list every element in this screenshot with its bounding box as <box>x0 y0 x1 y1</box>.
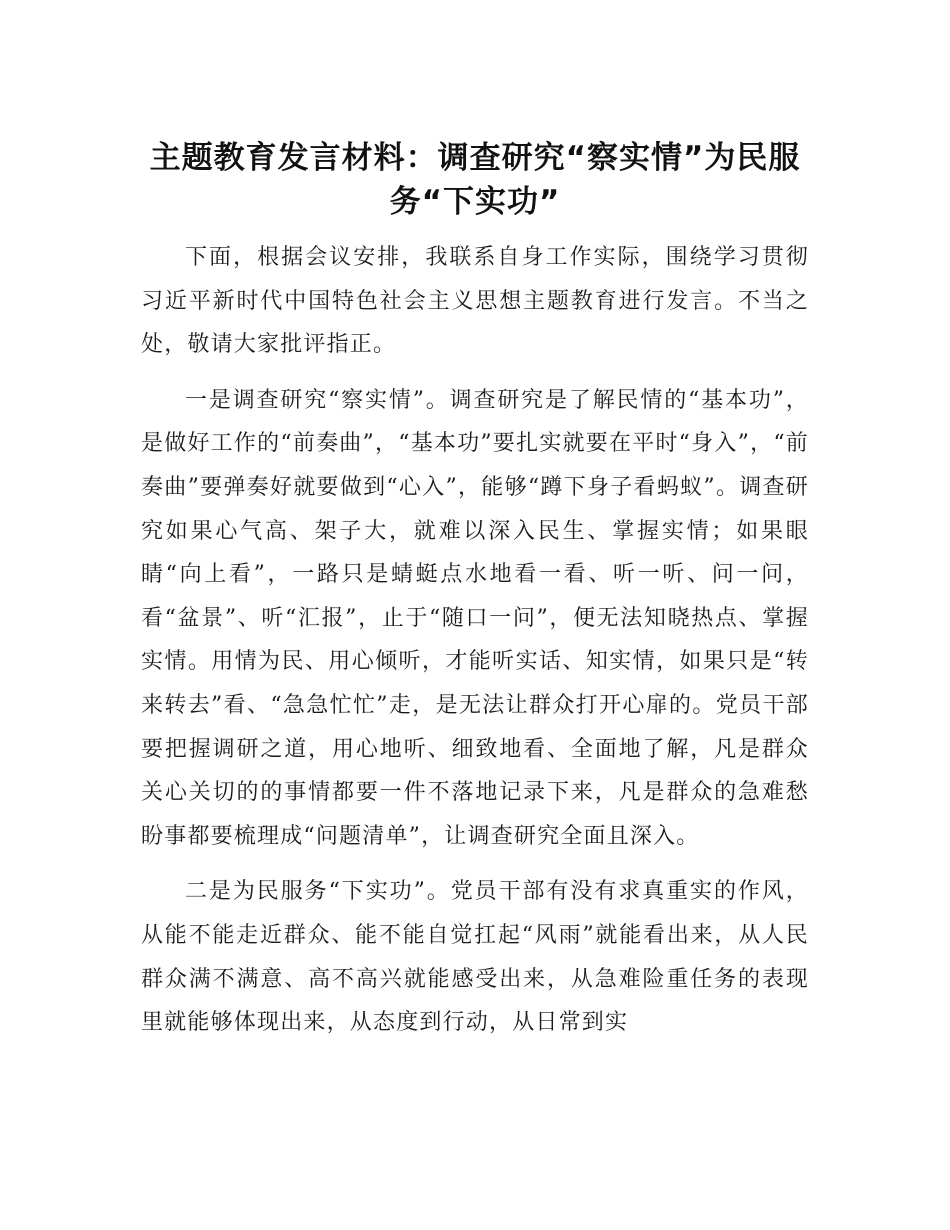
document-title: 主题教育发言材料：调查研究“察实情”为民服务“下实功” <box>149 140 801 220</box>
paragraph-intro: 下面，根据会议安排，我联系自身工作实际，围绕学习贯彻习近平新时代中国特色社会主义思想主题教育进行发言。不当之处，敬请大家批评指正。 <box>141 245 809 358</box>
paragraph-service: 二是为民服务“下实功”。党员干部有没有求真重实的作风，从能不能走近群众、能不能自觉扛起“风雨”就能看出来，从人民群众满不满意、高不高兴就能感受出来，从急难险重任务的表现里就能够体现出来，从态度到行动，从日常到实 <box>141 879 809 1036</box>
document-body <box>141 236 809 1057</box>
paragraph-investigation: 一是调查研究“察实情”。调查研究是了解民情的“基本功”，是做好工作的“前奏曲”，“基本功”要扎实就要在平时“身入”，“前奏曲”要弹奏好就要做到“心入”，能够“蹲下身子看蚂蚁”。调查研究如果心气高、架子大，就难以深入民生、掌握实情；如果眼睛“向上看”，一路只是蜻蜓点水地看一看、听一听、问一问，看“盆景”、听“汇报”，止于“随口一问”，便无法知晓热点、掌握实情。用情为民、用心倾听，才能听实话、知实情，如果只是“转来转去”看、“急急忙忙”走，是无法让群众打开心扉的。党员干部要把握调研之道，用心地听、细致地看、全面地了解，凡是群众关心关切的的事情都要一件不落地记录下来，凡是群众的急难愁盼事都要梳理成“问题清单”，让调查研究全面且深入。 <box>141 387 809 849</box>
